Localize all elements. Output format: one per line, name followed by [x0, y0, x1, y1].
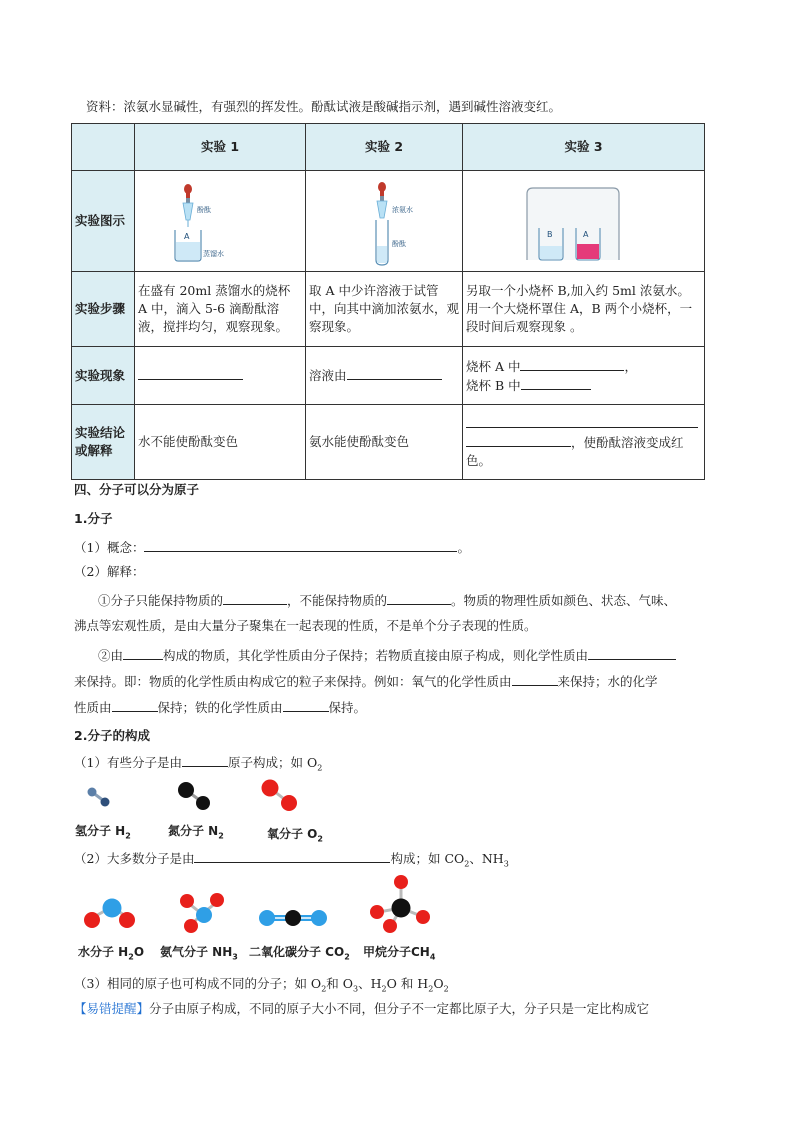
tip-label: 【易错提醒】 [74, 1001, 150, 1016]
exp1-illustration [135, 172, 303, 270]
exp2-dropper-label: 浓氨水 [392, 206, 413, 214]
c1-sub: 2 [317, 763, 323, 773]
header-exp1: 实验 1 [135, 124, 306, 171]
header-exp3: 实验 3 [463, 124, 705, 171]
conclusion-exp3-text: ，使酚酞溶液变成红 [571, 435, 684, 450]
steps-exp2: 取 A 中少许溶液于试管中，向其中滴加浓氨水，观察现象。 [306, 272, 463, 347]
p2-blank-2[interactable] [588, 646, 676, 660]
phenomenon-exp3-b-blank[interactable] [521, 376, 591, 390]
c1-text-a: （1）有些分子是由 [74, 755, 182, 770]
polyatomic-models [74, 872, 454, 936]
explain-p1-line2: 沸点等宏观性质，是由大量分子聚集在一起表现的性质，不是单个分子表现的性质。 [74, 618, 537, 633]
mol-label-nh3: 氨气分子 $NH_3$ [160, 945, 238, 962]
c2-blank[interactable] [194, 849, 390, 863]
p1-text-a: ①分子只能保持物质的 [98, 593, 224, 608]
tip-line [74, 1000, 649, 1018]
row-label-conclusion-2: 或解释 [75, 443, 113, 458]
c2-sub1: 2 [464, 859, 470, 869]
conclusion-exp3-blank1[interactable] [466, 414, 698, 428]
concept-end: 。 [457, 540, 470, 555]
phenomenon-exp2 [306, 347, 463, 405]
explain-p2-line3 [74, 698, 366, 717]
row-label-phenomenon: 实验现象 [72, 347, 135, 405]
phenomenon-exp2-blank[interactable] [347, 366, 442, 380]
explain-p2-line2 [74, 672, 658, 691]
header-exp2: 实验 2 [306, 124, 463, 171]
experiment-table [71, 123, 705, 480]
p1-text-b: ，不能保持物质的 [287, 593, 388, 608]
conclusion-exp2: 氨水能使酚酞变色 [306, 405, 463, 480]
conclusion-exp3-end: 色。 [466, 453, 492, 468]
subsection-molecule: 1.分子 [74, 511, 113, 526]
phenomenon-exp3 [463, 347, 705, 405]
c1-blank[interactable] [182, 753, 228, 767]
c2-text-a: （2）大多数分子是由 [74, 851, 195, 866]
phenomenon-exp3-a-blank[interactable] [520, 357, 624, 371]
table-corner [72, 124, 135, 171]
row-label-conclusion [72, 405, 135, 480]
concept-label: （1）概念： [74, 540, 145, 555]
p2-blank-4[interactable] [112, 698, 158, 712]
exp2-tube-label: 酚酞 [392, 240, 406, 248]
conclusion-exp3 [463, 405, 705, 480]
c1-text-b: 原子构成；如 O [227, 755, 318, 770]
exp3-illustration [463, 172, 703, 270]
p1-blank-2[interactable] [387, 591, 451, 605]
mol-label-h2: 氢分子 $H_2$ [75, 824, 131, 841]
row-label-conclusion-1: 实验结论 [75, 425, 126, 440]
exp1-beaker-tag: A [184, 232, 190, 241]
mol-label-ch4: 甲烷分子$CH_4$ [363, 945, 436, 962]
explain-p2-line1 [98, 646, 676, 665]
composition-1 [74, 753, 322, 778]
mol-label-co2: 二氧化碳分子 $CO_2$ [249, 945, 350, 962]
figure-exp3 [463, 171, 705, 272]
composition-3: （3）相同的原子也可构成不同的分子；如 $O_2$和 $O_3$、$H_2O$ 和 $H_2O_2$ [74, 976, 449, 994]
concept-line [74, 538, 470, 557]
phenomenon-exp1-blank[interactable] [138, 366, 243, 380]
phenomenon-exp3-comma: ， [624, 358, 637, 374]
p1-blank-1[interactable] [223, 591, 287, 605]
explain-p1-line1 [98, 591, 676, 610]
p2-text-a: ②由 [98, 648, 124, 663]
phenomenon-exp1 [135, 347, 306, 405]
conclusion-exp1: 水不能使酚酞变色 [135, 405, 306, 480]
mol-label-h2o: 水分子 $H_2O$ [78, 945, 145, 962]
p2-text-e: 性质由 [74, 700, 112, 715]
p2-text-g: 保持。 [328, 700, 367, 715]
exp1-dropper-label: 酚酞 [197, 206, 211, 214]
row-label-steps: 实验步骤 [72, 272, 135, 347]
p2-blank-5[interactable] [283, 698, 329, 712]
tip-text: 分子由原子构成，不同的原子大小不同，但分子不一定都比原子大，分子只是一定比构成它 [149, 1001, 650, 1016]
phenomenon-exp3-a-text: 烧杯 A 中 [466, 358, 521, 374]
mol-label-n2: 氮分子 $N_2$ [168, 824, 224, 841]
row-label-figure: 实验图示 [72, 171, 135, 272]
p1-text-c: 。物质的物理性质如颜色、状态、气味、 [451, 593, 677, 608]
p2-text-c: 来保持。即：物质的化学性质由构成它的粒子来保持。例如：氧气的化学性质由 [74, 674, 512, 689]
c2-text-c: 、NH [469, 851, 504, 866]
p2-text-b: 构成的物质，其化学性质由分子保持；若物质直接由原子构成，则化学性质由 [163, 648, 589, 663]
exp3-a-label: A [583, 230, 589, 239]
conclusion-exp3-blank2[interactable] [466, 433, 571, 447]
steps-exp1: 在盛有 20ml 蒸馏水的烧杯 A 中，滴入 5-6 滴酚酞溶液，搅拌均匀，观察现象。 [135, 272, 306, 347]
intro-text: 资料：浓氨水显碱性，有强烈的挥发性。酚酞试液是酸碱指示剂，遇到碱性溶液变红。 [86, 99, 562, 114]
exp2-illustration [306, 172, 462, 270]
exp1-beaker-label: 蒸馏水 [203, 250, 224, 258]
section-title: 四、分子可以分为原子 [74, 482, 200, 497]
p2-blank-1[interactable] [123, 646, 163, 660]
p2-text-f: 保持；铁的化学性质由 [157, 700, 283, 715]
figure-exp2 [306, 171, 463, 272]
phenomenon-exp2-text: 溶液由 [309, 368, 347, 383]
diatomic-models [80, 778, 340, 818]
steps-exp3: 另取一个小烧杯 B,加入约 5ml 浓氨水。用一个大烧杯罩住 A，B 两个小烧杯，一段时间后观察现象 。 [463, 272, 705, 347]
explain-label: （2）解释： [74, 564, 145, 579]
c2-text-b: 构成；如 CO [390, 851, 465, 866]
phenomenon-exp3-b-text: 烧杯 B 中 [466, 377, 521, 393]
figure-exp1 [135, 171, 306, 272]
exp3-b-label: B [547, 230, 553, 239]
composition-2 [74, 849, 509, 874]
p2-blank-3[interactable] [512, 672, 558, 686]
concept-blank[interactable] [144, 538, 457, 552]
subsection-composition: 2.分子的构成 [74, 728, 150, 743]
c2-sub2: 3 [503, 859, 509, 869]
p2-text-d: 来保持；水的化学 [557, 674, 658, 689]
mol-label-o2: 氧分子 $O_2$ [267, 827, 323, 844]
